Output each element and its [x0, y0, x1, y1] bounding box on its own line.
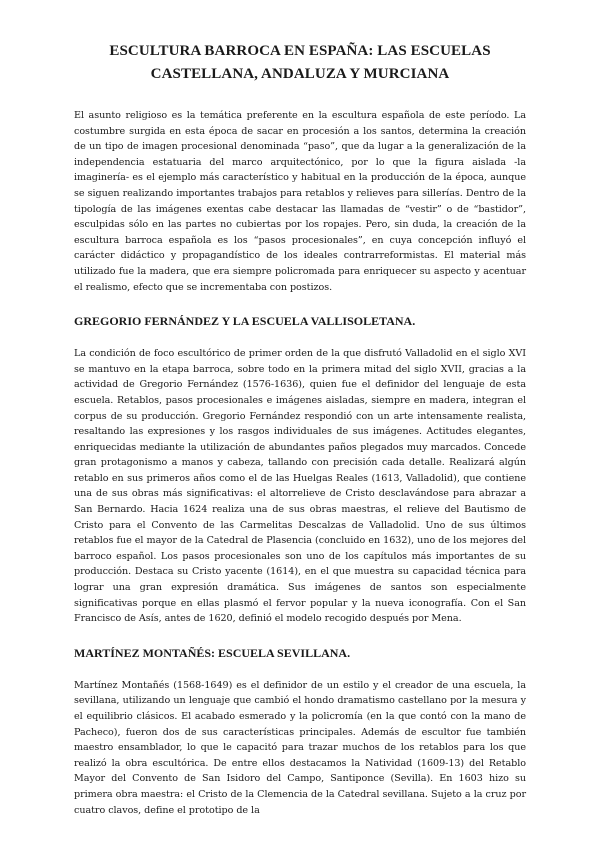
intro-paragraph: El asunto religioso es la temática preferente en la escultura española de este período. La costumbre surgida en esta época de sacar en procesión a los santos, determina la creación de un tipo de imagen procesional denominada “paso”, que da lugar a la generalización de la independencia estatuaria del marco arquitectónico, por lo que la figura aislada -la imaginería- es el ejemplo más característico y habitual en la producción de la época, aunque se siguen realizando importantes trabajos para retablos y relieves para sillerías. Dentro de la tipología de las imágenes exentas cabe destacar las llamadas de “vestir” o de “bastidor”, esculpidas sólo en las partes no cubiertas por los ropajes. Pero, sin duda, la creación de la escultura barroca española es los “pasos procesionales”, en cuya concepción influyó el carácter didáctico y propagandístico de los ideales contrarreformistas. El material más utilizado fue la madera, que era siempre policromada para enriquecer su aspecto y acentuar el realismo, efecto que se incrementaba con postizos.	[74, 110, 526, 293]
document-title	[74, 40, 526, 86]
title-line-2: CASTELLANA, ANDALUZA Y MURCIANA	[150, 66, 450, 82]
section-paragraph-gregorio-fernandez: La condición de foco escultórico de primer orden de la que disfrutó Valladolid en el siglo XVI se mantuvo en la etapa barroca, sobre todo en la primera mitad del siglo XVII, gracias a la actividad de Gregorio Fernández (1576-1636), quien fue el definidor del lenguaje de esta escuela. Retablos, pasos procesionales e imágenes aisladas, siempre en madera, integran el corpus de su producción. Gregorio Fernández respondió con un arte intensamente realista, resaltando las expresiones y los rasgos individuales de sus imágenes. Actitudes elegantes, enriquecidas mediante la utilización de abundantes paños plegados muy marcados. Concede gran protagonismo a manos y cabeza, tallando con precisión cada detalle. Realizará algún retablo en sus primeros años como el de las Huelgas Reales (1613, Valladolid), que contiene una de sus obras más significativas: el altorrelieve de Cristo desclavándose para abrazar a San Bernardo. Hacia 1624 realiza una de sus obras maestras, el relieve del Bautismo de Cristo para el Convento de las Carmelitas Descalzas de Valladolid. Uno de sus últimos retablos fue el mayor de la Catedral de Plasencia (concluido en 1632), uno de los mejores del barroco español. Los pasos procesionales son uno de los capítulos más importantes de su producción. Destaca su Cristo yacente (1614), en el que muestra su capacidad técnica para lograr una gran expresión dramática. Sus imágenes de santos son especialmente significativas porque en ellas plasmó el fervor popular y la nueva iconografía. Con el San Francisco de Asís, antes de 1620, definió el modelo recogido después por Mena.	[74, 348, 526, 625]
section-heading-martinez-montanes: MARTÍNEZ MONTAÑÉS: ESCUELA SEVILLANA.	[74, 645, 351, 660]
section-paragraph-martinez-montanes: Martínez Montañés (1568-1649) es el definidor de un estilo y el creador de una escuela, la sevillana, utilizando un lenguaje que cambió el hondo dramatismo castellano por la mesura y el equilibrio clásicos. El acabado esmerado y la policromía (en la que contó con la mano de Pacheco), fueron dos de sus características principales. Además de escultor fue también maestro ensamblador, lo que le capacitó para trazar muchos de los retablos para los que realizó la obra escultórica. De entre ellos destacamos la Natividad (1609-13) del Retablo Mayor del Convento de San Isidoro del Campo, Santiponce (Sevilla). En 1603 hizo su primera obra maestra: el Cristo de la Clemencia de la Catedral sevillana. Sujeto a la cruz por cuatro clavos, define el prototipo de la	[74, 679, 526, 816]
document-page	[74, 40, 526, 818]
title-line-1: ESCULTURA BARROCA EN ESPAÑA: LAS ESCUELAS	[109, 43, 491, 59]
section-heading-gregorio-fernandez: GREGORIO FERNÁNDEZ Y LA ESCUELA VALLISOLETANA.	[74, 314, 416, 329]
